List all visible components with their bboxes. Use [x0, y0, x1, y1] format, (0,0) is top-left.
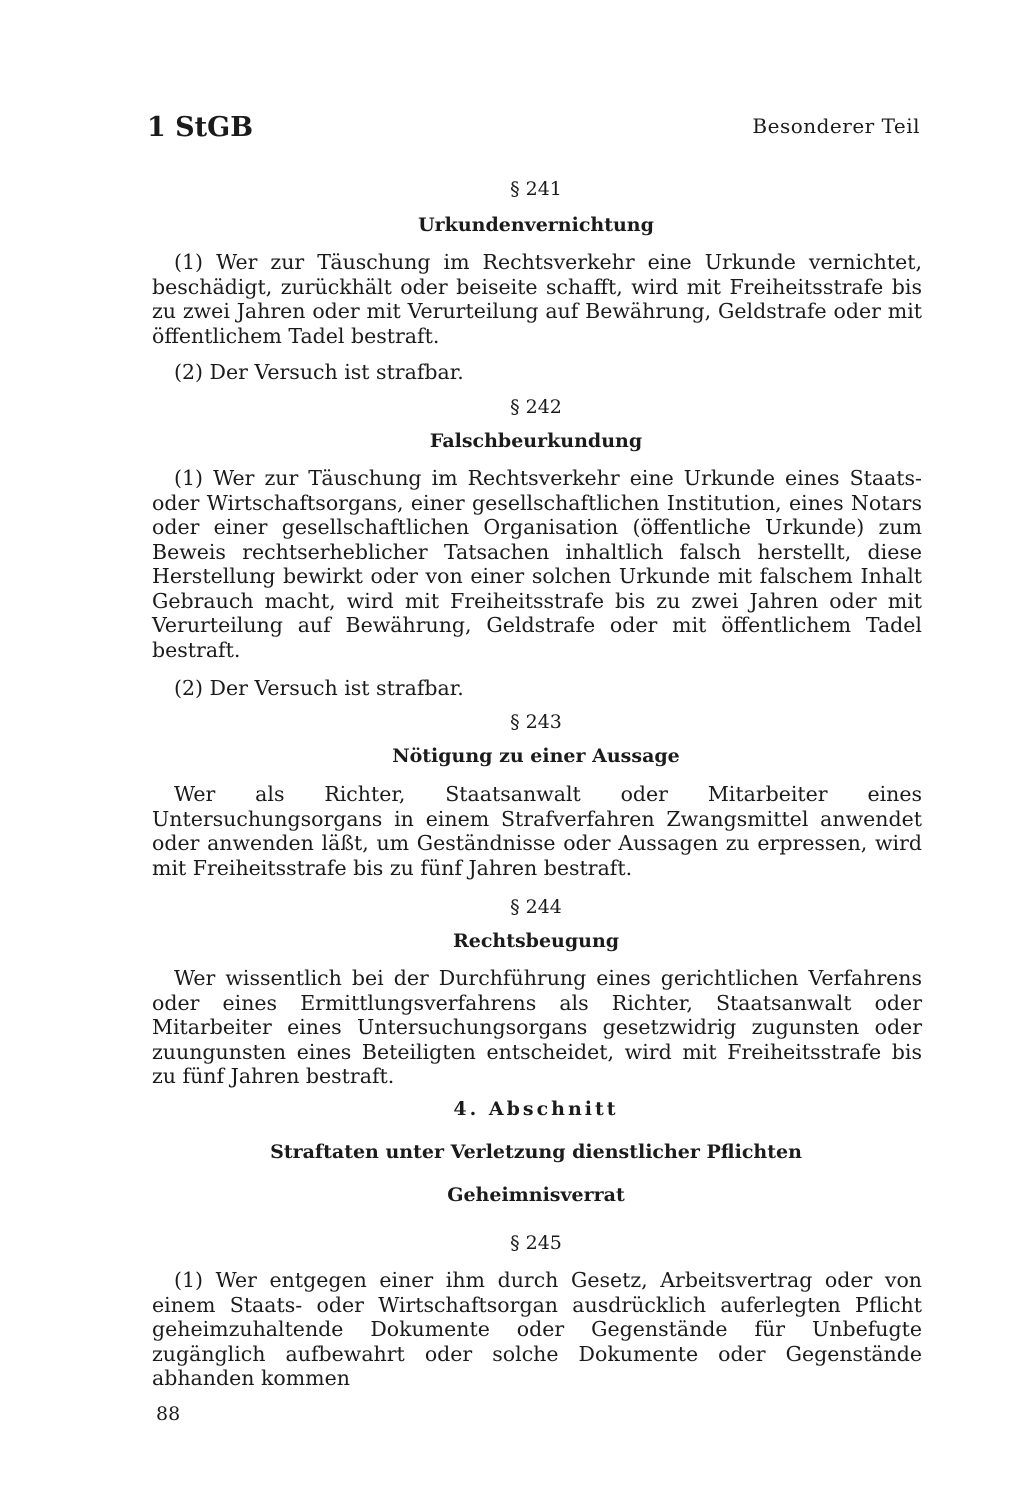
section-244-number: § 244	[510, 896, 562, 918]
section-243-number: § 243	[510, 711, 562, 733]
running-header-code: 1 StGB	[147, 112, 254, 143]
section-241-title: Urkundenvernichtung	[418, 214, 654, 236]
section-244-paragraph-1: Wer wissentlich bei der Durchführung eines gerichtlichen Verfahrens oder eines Ermittlungsverfahrens als Richter, Staatsanwalt oder Mitarbeiter eines Untersuchungsorgans gesetzwidrig zugunsten oder zuungunsten eines Beteiligten entscheidet, wird mit Freiheitsstrafe bis zu fünf Jahren bestraft.	[152, 966, 922, 1088]
section-242-paragraph-1: (1) Wer zur Täuschung im Rechtsverkehr eine Urkunde eines Staats- oder Wirtschaftsorgans, einer gesellschaftlichen Institution, eines Notars oder einer gesellschaftlichen Organisation (öffentliche Urkunde) zum Beweis rechtserheblicher Tatsachen inhaltlich falsch herstellt, diese Herstellung bewirkt oder von einer solchen Urkunde mit falschem Inhalt Gebrauch macht, wird mit Freiheitsstrafe bis zu zwei Jahren oder mit Verurteilung auf Bewährung, Geldstrafe oder mit öffentlichem Tadel bestraft.	[152, 466, 922, 662]
section-242-title: Falschbeurkundung	[429, 430, 643, 452]
section-244-title: Rechtsbeugung	[452, 930, 620, 952]
chapter-label: 4. Abschnitt	[453, 1098, 619, 1120]
section-243-paragraph-1: Wer als Richter, Staatsanwalt oder Mitarbeiter eines Untersuchungsorgans in einem Strafverfahren Zwangsmittel anwendet oder anwenden läßt, um Geständnisse oder Aussagen zu erpressen, wird mit Freiheitsstrafe bis zu fünf Jahren bestraft.	[152, 782, 922, 880]
section-241-number: § 241	[510, 178, 562, 200]
chapter-title: Straftaten unter Verletzung dienstlicher Pflichten	[270, 1141, 802, 1163]
section-242-paragraph-2: (2) Der Versuch ist strafbar.	[174, 676, 464, 700]
running-header-part: Besonderer Teil	[752, 114, 920, 138]
chapter-subtitle: Geheimnisverrat	[447, 1184, 625, 1206]
section-241-paragraph-2: (2) Der Versuch ist strafbar.	[174, 360, 464, 384]
section-242-number: § 242	[510, 396, 562, 418]
page-number: 88	[156, 1403, 181, 1425]
section-243-title: Nötigung zu einer Aussage	[392, 745, 680, 767]
section-245-paragraph-1: (1) Wer entgegen einer ihm durch Gesetz, Arbeitsvertrag oder von einem Staats- oder Wirtschaftsorgan ausdrücklich auferlegten Pflicht geheimzuhaltende Dokumente oder Gegenstände für Unbefugte zugänglich aufbewahrt oder solche Dokumente oder Gegenstände abhanden kommen	[152, 1268, 922, 1390]
section-241-paragraph-1: (1) Wer zur Täuschung im Rechtsverkehr eine Urkunde vernichtet, beschädigt, zurückhält oder beiseite schafft, wird mit Freiheitsstrafe bis zu zwei Jahren oder mit Verurteilung auf Bewährung, Geldstrafe oder mit öffentlichem Tadel bestraft.	[152, 250, 922, 348]
section-245-number: § 245	[510, 1232, 562, 1254]
